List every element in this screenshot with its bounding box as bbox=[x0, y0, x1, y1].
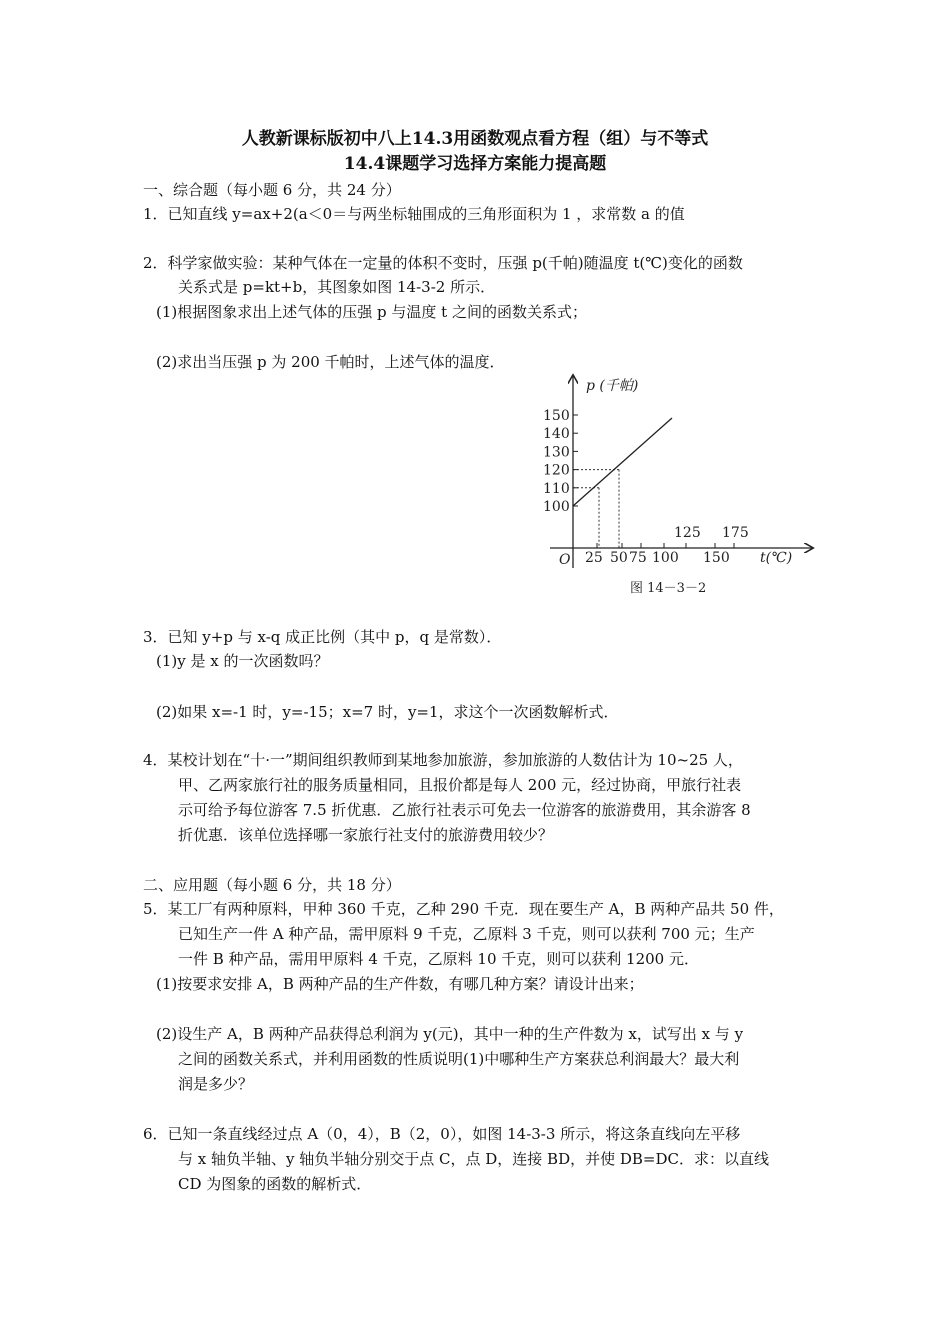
question-2-part-1: (1)根据图象求出上述气体的压强 p 与温度 t 之间的函数关系式； bbox=[156, 303, 587, 321]
x-tick-label: 175 bbox=[722, 525, 749, 541]
figure-caption: 图 14－3－2 bbox=[630, 581, 707, 596]
question-3-part-1: (1)y 是 x 的一次函数吗？ bbox=[156, 652, 329, 670]
question-5-part-2-line-3: 润是多少？ bbox=[178, 1075, 254, 1093]
question-1: 1．已知直线 y=ax+2(a＜0＝与两坐标轴围成的三角形面积为 1 ，求常数 a 的值 bbox=[143, 205, 685, 223]
question-5-part-2-line-1: (2)设生产 A，B 两种产品获得总利润为 y(元)，其中一种的生产件数为 x，试写出 x 与 y bbox=[156, 1025, 744, 1043]
y-tick-label: 110 bbox=[543, 480, 570, 497]
y-axis-label: p (千帕) bbox=[586, 378, 639, 394]
x-tick-label: 150 bbox=[703, 550, 730, 566]
x-tick-label: 50 bbox=[610, 550, 628, 566]
pressure-line bbox=[573, 418, 672, 506]
section-2-heading: 二、应用题（每小题 6 分，共 18 分） bbox=[143, 876, 401, 894]
question-4-line-3: 示可给予每位游客 7.5 折优惠．乙旅行社表示可免去一位游客的旅游费用，其余游客 8 bbox=[178, 801, 751, 819]
question-6-line-3: CD 为图象的函数的解析式． bbox=[178, 1175, 372, 1193]
guide-lines bbox=[573, 470, 619, 548]
question-6-line-1: 6．已知一条直线经过点 A（0，4），B（2，0），如图 14-3-3 所示，将这条直线向左平移 bbox=[143, 1125, 741, 1143]
section-1-heading: 一、综合题（每小题 6 分，共 24 分） bbox=[143, 181, 401, 199]
x-axis-label: t(℃) bbox=[760, 550, 793, 566]
x-tick-label: 25 bbox=[585, 550, 603, 566]
question-5-line-2: 已知生产一件 A 种产品，需甲原料 9 千克，乙原料 3 千克，则可以获利 700 元；生产 bbox=[178, 925, 755, 943]
x-tick-label: 100 bbox=[652, 550, 679, 566]
question-4-line-4: 折优惠．该单位选择哪一家旅行社支付的旅游费用较少？ bbox=[178, 826, 554, 844]
figure-14-3-2 bbox=[530, 368, 820, 604]
y-tick-label: 140 bbox=[543, 426, 570, 443]
x-tick-label: 75 bbox=[629, 550, 647, 566]
title-line-1: 人教新课标版初中八上14.3用函数观点看方程（组）与不等式 bbox=[241, 129, 709, 149]
question-4-line-2: 甲、乙两家旅行社的服务质量相同，且报价都是每人 200 元，经过协商，甲旅行社表 bbox=[178, 776, 742, 794]
question-5-line-3: 一件 B 种产品，需用甲原料 4 千克，乙原料 10 千克，则可以获利 1200 元． bbox=[178, 950, 699, 968]
y-tick-label: 150 bbox=[543, 408, 570, 424]
question-4-line-1: 4．某校计划在“十·一”期间组织教师到某地参加旅游，参加旅游的人数估计为 10~25 人， bbox=[143, 751, 743, 769]
question-3-part-2: (2)如果 x=-1 时，y=-15；x=7 时，y=1，求这个一次函数解析式． bbox=[156, 703, 619, 721]
y-tick-label: 100 bbox=[543, 499, 570, 515]
y-tick-label: 130 bbox=[543, 444, 570, 461]
question-5-line-1: 5．某工厂有两种原料，甲种 360 千克，乙种 290 千克．现在要生产 A，B 两种产品共 50 件， bbox=[143, 900, 784, 918]
question-3-line-1: 3．已知 y+p 与 x-q 成正比例（其中 p，q 是常数）． bbox=[143, 628, 502, 646]
question-5-part-2-line-2: 之间的函数关系式，并利用函数的性质说明(1)中哪种生产方案获总利润最大？最大利 bbox=[178, 1050, 740, 1068]
question-6-line-2: 与 x 轴负半轴、y 轴负半轴分别交于点 C，点 D，连接 BD，并使 DB=DC．求：以直线 bbox=[178, 1150, 769, 1168]
question-2-part-2: (2)求出当压强 p 为 200 千帕时，上述气体的温度． bbox=[156, 353, 505, 371]
x-ticks bbox=[585, 525, 749, 566]
question-2-line-1: 2．科学家做实验：某种气体在一定量的体积不变时，压强 p(千帕)随温度 t(℃)变化的函数 bbox=[143, 254, 743, 272]
question-2-line-2: 关系式是 p=kt+b，其图象如图 14-3-2 所示． bbox=[178, 278, 496, 296]
question-5-part-1: (1)按要求安排 A，B 两种产品的生产件数，有哪几种方案？请设计出来； bbox=[156, 975, 644, 993]
origin-label: O bbox=[559, 552, 571, 568]
y-tick-label: 120 bbox=[543, 462, 570, 479]
title-line-2: 14.4课题学习选择方案能力提高题 bbox=[343, 154, 607, 174]
x-tick-label: 125 bbox=[674, 525, 701, 541]
